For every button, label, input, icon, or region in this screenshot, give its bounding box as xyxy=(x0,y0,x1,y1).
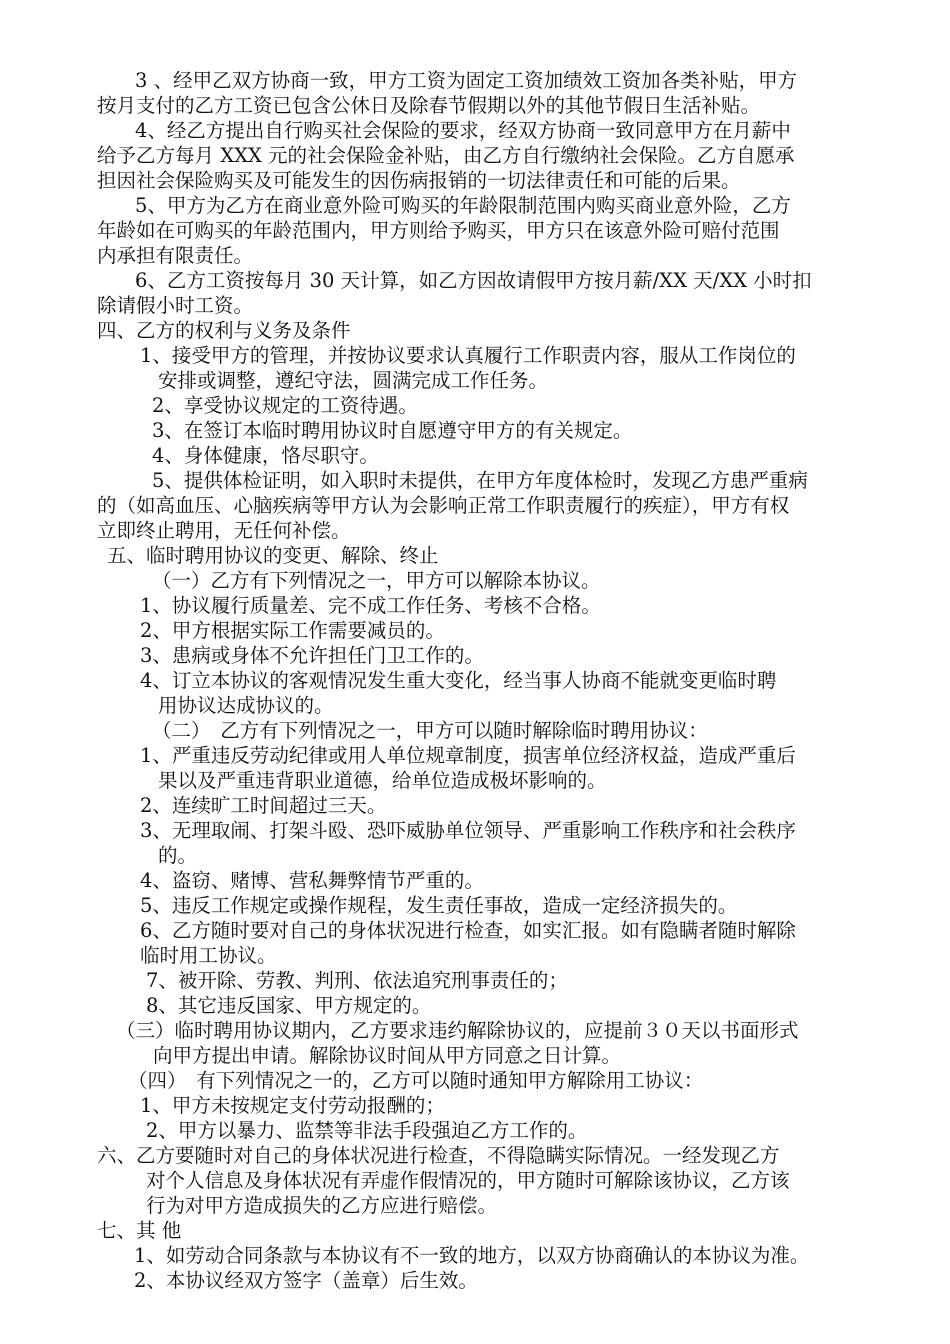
text-line: 2、甲方以暴力、监禁等非法手段强迫乙方工作的。 xyxy=(146,1119,588,1142)
text-line: 的。 xyxy=(158,844,198,867)
text-line: 2、甲方根据实际工作需要减员的。 xyxy=(140,619,445,642)
text-line: 3、患病或身体不允许担任门卫工作的。 xyxy=(140,644,484,667)
text-line: 5、甲方为乙方在商业意外险可购买的年龄限制范围内购买商业意外险，乙方 xyxy=(135,194,791,217)
text-line: 4、经乙方提出自行购买社会保险的要求，经双方协商一致同意甲方在月薪中 xyxy=(135,119,791,142)
text-line: 1、如劳动合同条款与本协议有不一致的地方，以双方协商确认的本协议为准。 xyxy=(134,1244,810,1267)
text-line: 8、其它违反国家、甲方规定的。 xyxy=(146,994,432,1017)
text-line: 行为对甲方造成损失的乙方应进行赔偿。 xyxy=(146,1194,498,1217)
section-heading: 四、乙方的权利与义务及条件 xyxy=(97,319,351,342)
text-line: 担因社会保险购买及可能发生的因伤病报销的一切法律责任和可能的后果。 xyxy=(97,169,741,192)
text-line: 用协议达成协议的。 xyxy=(158,694,334,717)
text-line: 2、本协议经双方签字（盖章）后生效。 xyxy=(134,1269,478,1292)
text-line: 立即终止聘用，无任何补偿。 xyxy=(97,519,351,542)
text-line: 4、身体健康，恪尽职守。 xyxy=(152,444,379,467)
text-line: 3、在签订本临时聘用协议时自愿遵守甲方的有关规定。 xyxy=(152,419,633,442)
text-line: 2、连续旷工时间超过三天。 xyxy=(140,794,387,817)
text-line: 2、享受协议规定的工资待遇。 xyxy=(152,394,418,417)
text-line: 4、盗窃、赌博、营私舞弊情节严重的。 xyxy=(140,869,484,892)
text-line: 除请假小时工资。 xyxy=(97,294,254,317)
section-heading: 五、临时聘用协议的变更、解除、终止 xyxy=(107,544,439,567)
text-line: 对个人信息及身体状况有弄虚作假情况的，甲方随时可解除该协议，乙方该 xyxy=(146,1169,790,1192)
text-line: 内承担有限责任。 xyxy=(97,244,254,267)
text-line: 1、甲方未按规定支付劳动报酬的； xyxy=(140,1094,445,1117)
text-line: 5、提供体检证明，如入职时未提供，在甲方年度体检时，发现乙方患严重病 xyxy=(152,469,808,492)
text-line: 果以及严重违背职业道德，给单位造成极坏影响的。 xyxy=(158,769,607,792)
text-line: 的（如高血压、心脑疾病等甲方认为会影响正常工作职责履行的疾症），甲方有权 xyxy=(97,494,790,517)
text-line: 年龄如在可购买的年龄范围内，甲方则给予购买，甲方只在该意外险可赔付范围 xyxy=(97,219,780,242)
text-line: 7、被开除、劳教、判刑、依法追究刑事责任的； xyxy=(146,969,568,992)
section-heading: 六、乙方要随时对自己的身体状况进行检查，不得隐瞒实际情况。一经发现乙方 xyxy=(97,1144,780,1167)
subsection-heading: （二） 乙方有下列情况之一，甲方可以随时解除临时聘用协议： xyxy=(152,719,708,742)
text-line: 1、协议履行质量差、完不成工作任务、考核不合格。 xyxy=(140,594,601,617)
subsection-heading: （四） 有下列情况之一的，乙方可以随时通知甲方解除用工协议： xyxy=(128,1069,704,1092)
text-line: 临时用工协议。 xyxy=(140,944,277,967)
text-line: 向甲方提出申请。解除协议时间从甲方同意之日计算。 xyxy=(153,1044,622,1067)
text-line: 按月支付的乙方工资已包含公休日及除春节假期以外的其他节假日生活补贴。 xyxy=(97,94,761,117)
text-line: 给予乙方每月 XXX 元的社会保险金补贴，由乙方自行缴纳社会保险。乙方自愿承 xyxy=(97,144,795,167)
text-line: 4、订立本协议的客观情况发生重大变化，经当事人协商不能就变更临时聘 xyxy=(140,669,777,692)
text-line: 安排或调整，遵纪守法，圆满完成工作任务。 xyxy=(158,369,549,392)
text-line: 6、乙方工资按每月 30 天计算，如乙方因故请假甲方按月薪/XX 天/XX 小时扣 xyxy=(135,269,812,292)
subsection-heading: （一）乙方有下列情况之一，甲方可以解除本协议。 xyxy=(152,569,601,592)
text-line: 3 、经甲乙双方协商一致，甲方工资为固定工资加绩效工资加各类补贴，甲方 xyxy=(135,69,798,92)
text-line: 1、严重违反劳动纪律或用人单位规章制度，损害单位经济权益，造成严重后 xyxy=(140,744,796,767)
subsection-heading: （三）临时聘用协议期内，乙方要求违约解除协议的，应提前３０天以书面形式 xyxy=(116,1019,799,1042)
section-heading: 七、其 他 xyxy=(97,1219,182,1242)
text-line: 5、违反工作规定或操作规程，发生责任事故，造成一定经济损失的。 xyxy=(140,894,738,917)
text-line: 6、乙方随时要对自己的身体状况进行检查，如实汇报。如有隐瞒者随时解除 xyxy=(140,919,796,942)
text-line: 3、无理取闹、打架斗殴、恐吓威胁单位领导、严重影响工作秩序和社会秩序 xyxy=(140,819,796,842)
text-line: 1、接受甲方的管理，并按协议要求认真履行工作职责内容，服从工作岗位的 xyxy=(140,344,796,367)
